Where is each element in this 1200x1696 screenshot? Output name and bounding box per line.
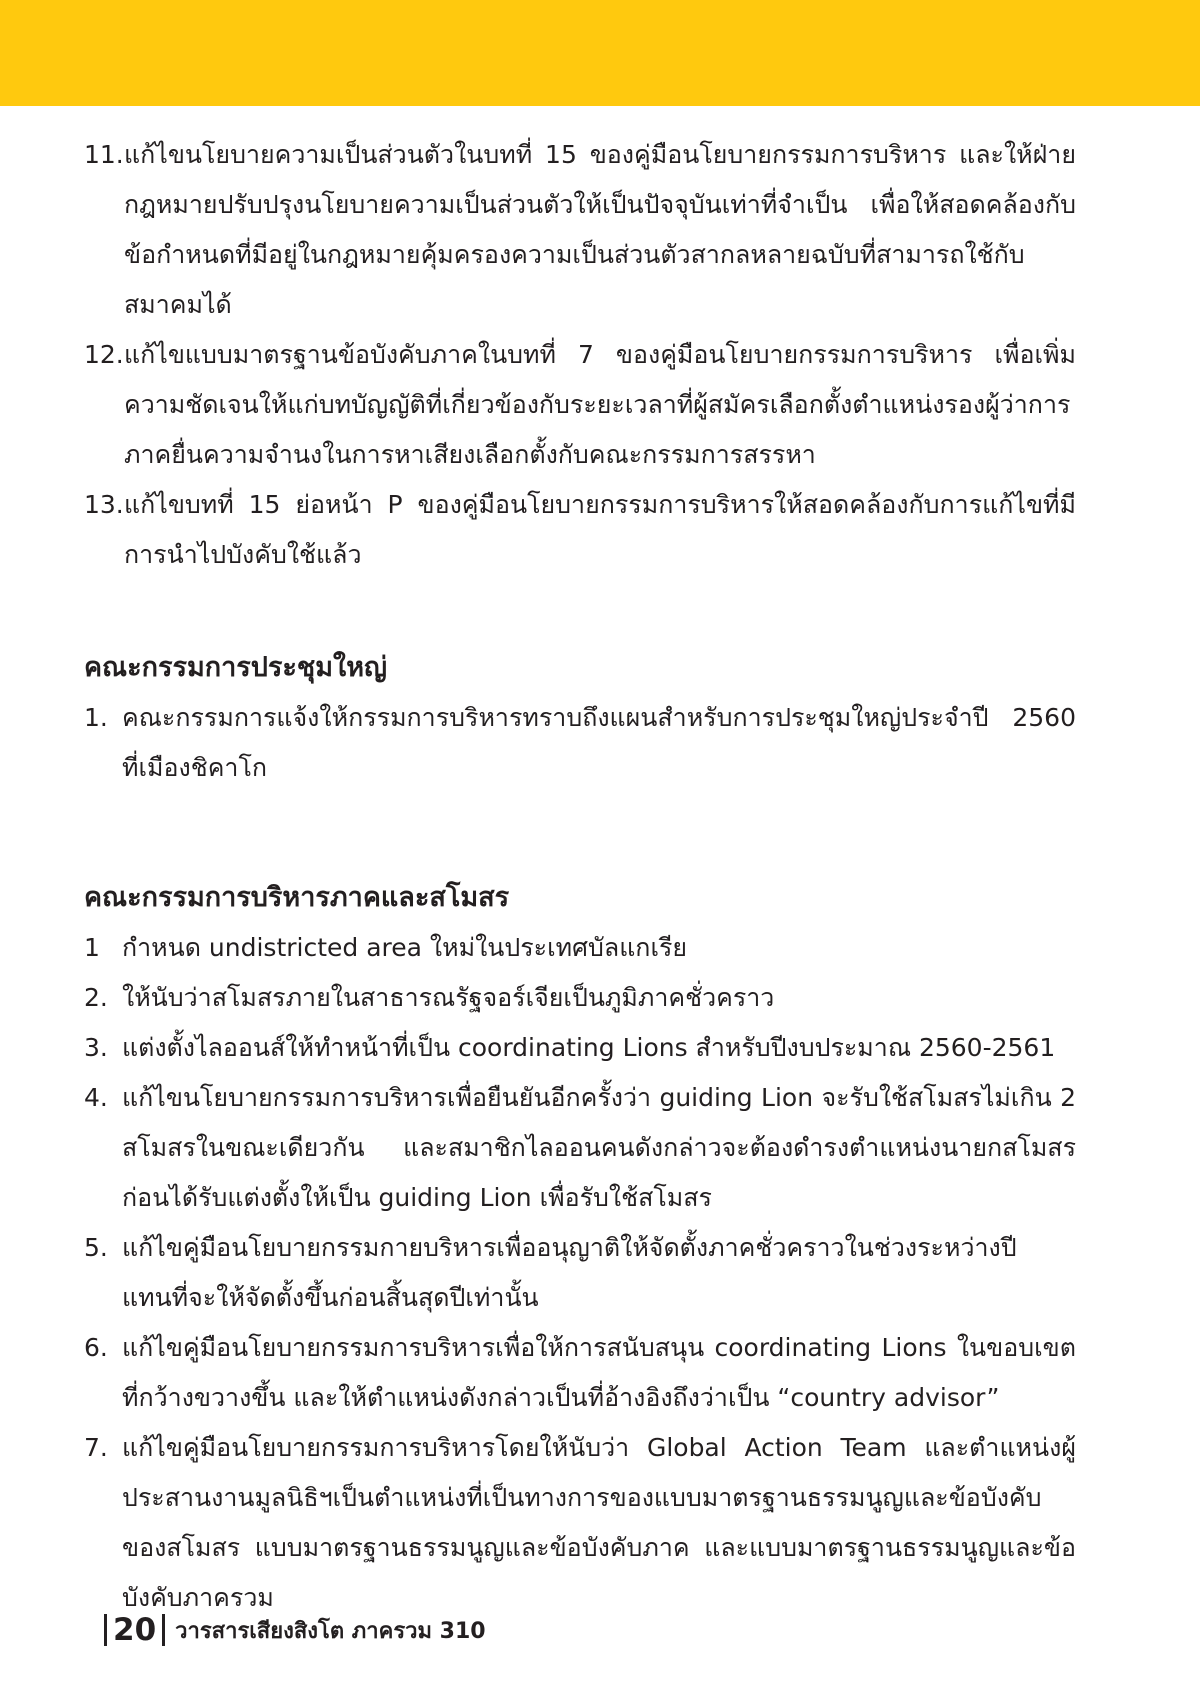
section-heading-convention: คณะกรรมการประชุมใหญ่ [84,652,388,683]
resolution-list-continued [84,130,1076,580]
item-text: คณะกรรมการแจ้งให้กรรมการบริหารทราบถึงแผนสำหรับการประชุมใหญ่ประจำปี 2560 ที่เมืองชิคาโก [122,703,1076,782]
item-text: แก้ไขคู่มือนโยบายกรรมกายบริหารเพื่ออนุญาติให้จัดตั้งภาคชั่วคราวในช่วงระหว่างปีแทนที่จะให้จัดตั้งขึ้นก่อนสิ้นสุดปีเท่านั้น [122,1233,1017,1312]
district-club-list [84,923,1076,1623]
footer-divider [162,1614,165,1646]
item-text: แก้ไขคู่มือนโยบายกรรมการบริหารโดยให้นับว่า Global Action Team และตำแหน่งผู้ประสานงานมูลนิธิฯเป็นตำแหน่งที่เป็นทางการของแบบมาตรฐานธรรมนูญและข้อบังคับของสโมสร แบบมาตรฐานธรรมนูญและข้อบังคับภาค และแบบมาตรฐานธรรมนูญและข้อบังคับภาครวม [122,1433,1076,1612]
journal-title: วารสารเสียงสิงโต ภาครวม 310 [175,1618,486,1644]
page-content [84,130,1076,1623]
item-number: 7. [84,1433,108,1462]
item-number: 6. [84,1333,108,1362]
page-footer [104,1610,486,1650]
list-item [84,330,1076,480]
item-number: 3. [84,1033,108,1062]
item-number: 4. [84,1083,108,1112]
list-item [84,480,1076,580]
header-band [0,0,1200,106]
list-item [84,1423,1076,1623]
list-item [84,1323,1076,1423]
list-item [84,973,1076,1023]
list-item [84,923,1076,973]
item-number: 5. [84,1233,108,1262]
footer-divider [104,1614,107,1646]
item-text: แก้ไขแบบมาตรฐานข้อบังคับภาคในบทที่ 7 ของคู่มือนโยบายกรรมการบริหาร เพื่อเพิ่มความชัดเจนให้แก่บทบัญญัติที่เกี่ยวข้องกับระยะเวลาที่ผู้สมัครเลือกตั้งตำแหน่งรองผู้ว่าการภาคยื่นความจำนงในการหาเสียงเลือกตั้งกับคณะกรรมการสรรหา [124,340,1076,469]
item-number: 2. [84,983,108,1012]
list-item [84,130,1076,330]
item-number: 13. [84,490,124,519]
item-number: 1 [84,933,100,962]
item-number: 11. [84,140,124,169]
page-number: 20 [113,1612,157,1648]
item-text: แก้ไขนโยบายความเป็นส่วนตัวในบทที่ 15 ของคู่มือนโยบายกรรมการบริหาร และให้ฝ่ายกฎหมายปรับปรุงนโยบายความเป็นส่วนตัวให้เป็นปัจจุบันเท่าที่จำเป็น เพื่อให้สอดคล้องกับข้อกำหนดที่มีอยู่ในกฎหมายคุ้มครองความเป็นส่วนตัวสากลหลายฉบับที่สามารถใช้กับสมาคมได้ [124,140,1076,319]
item-number: 12. [84,340,124,369]
list-item [84,693,1076,793]
list-item [84,1223,1076,1323]
item-text: แก้ไขนโยบายกรรมการบริหารเพื่อยืนยันอีกครั้งว่า guiding Lion จะรับใช้สโมสรไม่เกิน 2 สโมสรในขณะเดียวกัน และสมาชิกไลออนคนดังกล่าวจะต้องดำรงตำแหน่งนายกสโมสรก่อนได้รับแต่งตั้งให้เป็น guiding Lion เพื่อรับใช้สโมสร [122,1083,1076,1212]
item-text: แก้ไขคู่มือนโยบายกรรมการบริหารเพื่อให้การสนับสนุน coordinating Lions ในขอบเขตที่กว้างขวางขึ้น และให้ตำแหน่งดังกล่าวเป็นที่อ้างอิงถึงว่าเป็น “country advisor” [122,1333,1076,1412]
item-text: ให้นับว่าสโมสรภายในสาธารณรัฐจอร์เจียเป็นภูมิภาคชั่วคราว [122,983,775,1012]
item-text: กำหนด undistricted area ใหม่ในประเทศบัลแกเรีย [122,933,688,962]
section-heading-district-club: คณะกรรมการบริหารภาคและสโมสร [84,882,510,913]
item-text: แก้ไขบทที่ 15 ย่อหน้า P ของคู่มือนโยบายกรรมการบริหารให้สอดคล้องกับการแก้ไขที่มีการนำไปบังคับใช้แล้ว [124,490,1076,569]
item-number: 1. [84,703,108,732]
list-item [84,1023,1076,1073]
convention-list [84,693,1076,793]
list-item [84,1073,1076,1223]
item-text: แต่งตั้งไลออนส์ให้ทำหน้าที่เป็น coordinating Lions สำหรับปีงบประมาณ 2560-2561 [122,1033,1056,1062]
